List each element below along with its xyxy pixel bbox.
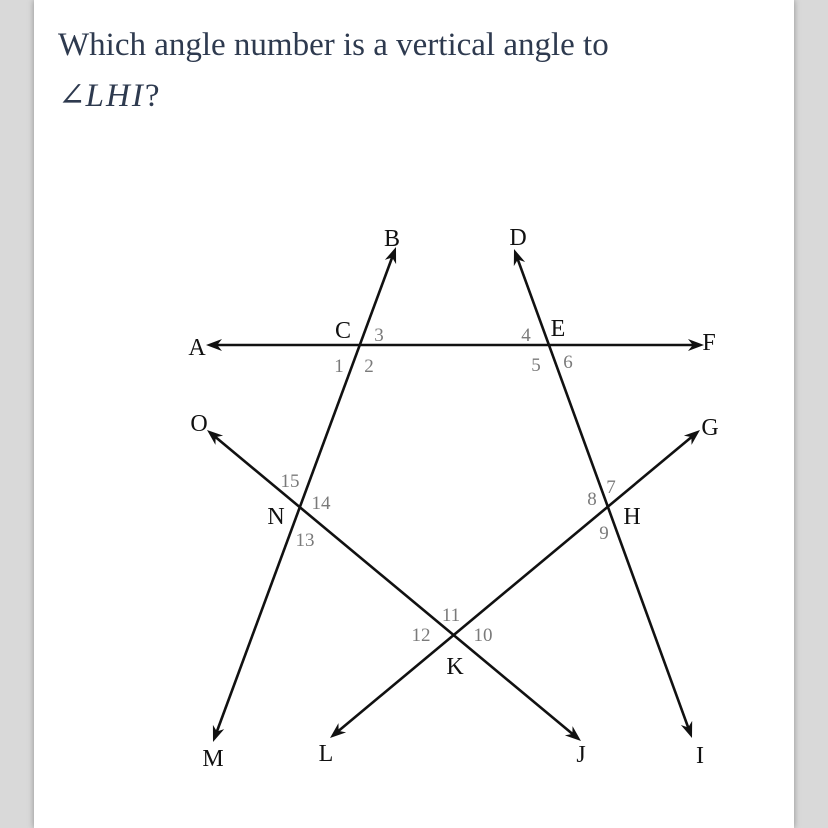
angle-symbol: ∠ — [58, 75, 86, 114]
question-text: Which angle number is a vertical angle to — [58, 27, 609, 63]
point-label-M: M — [202, 746, 224, 772]
point-label-O: O — [190, 411, 208, 437]
point-label-E: E — [550, 316, 566, 342]
point-label-N: N — [267, 504, 285, 530]
question-angle-name: LHI — [85, 78, 145, 114]
angle-number-10: 10 — [473, 625, 493, 646]
angle-number-12: 12 — [411, 625, 431, 646]
labels-layer — [188, 225, 718, 772]
point-label-G: G — [701, 415, 719, 441]
point-label-B: B — [383, 226, 401, 252]
question-mark: ? — [144, 78, 160, 114]
point-label-K: K — [446, 654, 464, 680]
point-label-F: F — [702, 330, 716, 356]
angle-number-6: 6 — [563, 352, 573, 373]
line-MB — [216, 256, 392, 732]
angle-number-5: 5 — [531, 355, 541, 376]
point-label-A: A — [188, 335, 206, 361]
angle-number-8: 8 — [587, 489, 597, 510]
point-label-C: C — [334, 318, 352, 344]
line-DI — [517, 258, 688, 728]
angle-number-15: 15 — [280, 471, 300, 492]
point-label-L: L — [318, 741, 334, 767]
angle-number-3: 3 — [374, 325, 384, 346]
point-label-D: D — [509, 225, 527, 251]
point-label-I: I — [696, 743, 704, 769]
angle-number-7: 7 — [606, 477, 616, 498]
angle-number-13: 13 — [295, 530, 315, 551]
angle-number-9: 9 — [599, 523, 609, 544]
angle-number-1: 1 — [334, 356, 344, 377]
angle-number-14: 14 — [311, 493, 331, 514]
angle-number-2: 2 — [364, 356, 374, 377]
angle-number-4: 4 — [521, 325, 531, 346]
line-OJ — [215, 436, 574, 734]
angle-number-11: 11 — [441, 605, 461, 626]
point-label-H: H — [623, 504, 641, 530]
point-label-J: J — [576, 742, 586, 768]
